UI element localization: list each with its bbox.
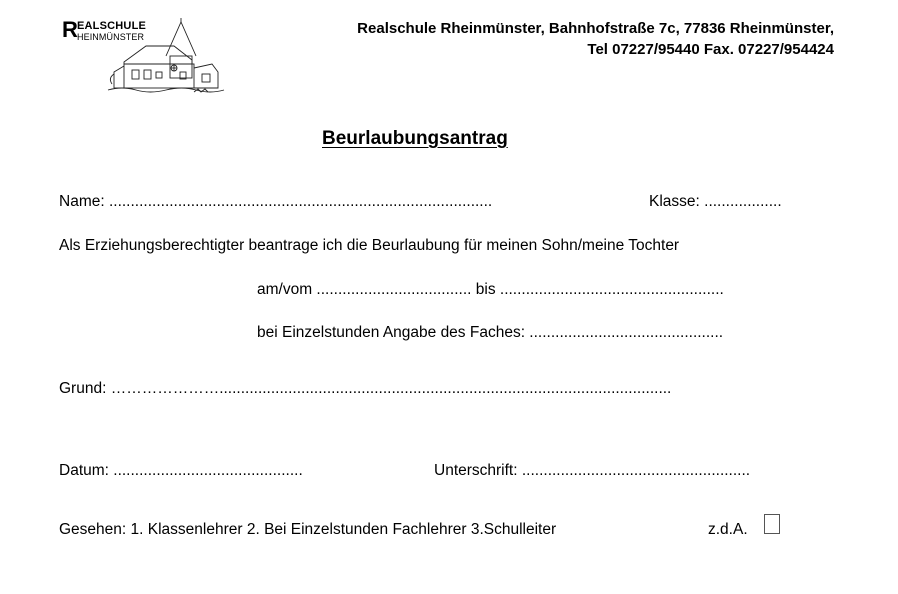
logo-initial: R (62, 17, 78, 42)
signature-field[interactable]: Unterschrift: ..................................................... (434, 462, 751, 479)
date-field[interactable]: Datum: ............................................ (59, 462, 303, 479)
school-logo (62, 16, 226, 96)
name-field[interactable]: Name: ......................................................................................... (59, 193, 493, 210)
form-title: Beurlaubungsantrag (322, 128, 508, 149)
date-range-field[interactable]: am/vom .................................... bis .................................................... (257, 281, 724, 298)
approval-note: Gesehen: 1. Klassenlehrer 2. Bei Einzelstunden Fachlehrer 3.Schulleiter (59, 521, 557, 538)
zda-label: z.d.A. (708, 521, 748, 538)
school-contact: Tel 07227/95440 Fax. 07227/954424 (587, 41, 834, 58)
zda-checkbox[interactable] (764, 514, 780, 534)
school-address: Realschule Rheinmünster, Bahnhofstraße 7c, 77836 Rheinmünster, (357, 20, 834, 37)
logo-line2: HEINMÜNSTER (77, 32, 145, 42)
intro-text: Als Erziehungsberechtigter beantrage ich die Beurlaubung für meinen Sohn/meine Tochter (59, 237, 680, 254)
reason-field[interactable]: Grund: …………………......................................................................................................... (59, 380, 672, 397)
subject-field[interactable]: bei Einzelstunden Angabe des Faches: ............................................. (257, 324, 724, 341)
klasse-field[interactable]: Klasse: .................. (649, 193, 782, 210)
logo-line1: EALSCHULE (77, 20, 147, 32)
